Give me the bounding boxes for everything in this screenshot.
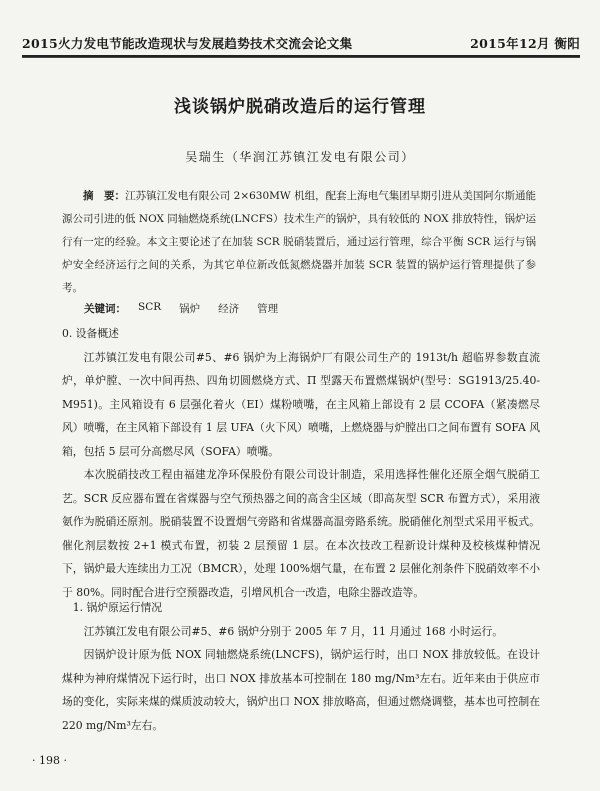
paper-title: 浅谈锅炉脱硝改造后的运行管理 bbox=[174, 97, 426, 117]
header-rule bbox=[22, 57, 580, 58]
header-date-place: 2015年12月 衡阳 bbox=[470, 36, 580, 51]
body-paragraph: 江苏镇江发电有限公司#5、#6 锅炉分别于 2005 年 7 月，11 月通过 168 小时运行。 bbox=[83, 624, 504, 638]
section-equipment-overview bbox=[62, 322, 540, 604]
body-paragraph: 本次脱硝技改工程由福建龙净环保股份有限公司设计制造，采用选择性催化还原全烟气脱硝工艺。SCR 反应器布置在省煤器与空气预热器之间的高含尘区域（即高灰型 SCR 布置方式），采用液氨作为脱硝还原剂。脱硝装置不设置烟气旁路和省煤器高温旁路系统。脱硝催化剂型式采用平板式。催化剂层数按 2+1 模式布置，初装 2 层预留 1 层。在本次技改工程新设计煤种及校核煤种情况下，锅炉最大连续出力工况（BMCR），处理 100%烟气量，在布置 2 层催化剂条件下脱硝效率不小于 80%。同时配合进行空预器改造，引增风机合一改造，电除尘器改造等。 bbox=[62, 468, 540, 599]
keyword: 管理 bbox=[257, 303, 279, 315]
header-proceedings-title: 2015火力发电节能改造现状与发展趋势技术交流会论文集 bbox=[22, 36, 353, 51]
page-number: · 198 · bbox=[32, 754, 67, 767]
keyword: 锅炉 bbox=[179, 303, 201, 315]
section-heading: 1. 锅炉原运行情况 bbox=[72, 601, 163, 614]
section-heading: 0. 设备概述 bbox=[62, 327, 119, 340]
abstract-label: 摘 要： bbox=[83, 190, 126, 202]
keyword: SCR bbox=[138, 301, 162, 313]
body-paragraph: 因锅炉设计原为低 NOX 同轴燃烧系统(LNCFS)，锅炉运行时，出口 NOX 排放较低。在设计煤种为神府煤情况下运行时，出口 NOX 排放基本可控制在 180 mg/Nm³左右。近年来由于供应市场的变化，实际来煤的煤质波动较大，锅炉出口 NOX 排放略高，但通过燃烧调整，基本也可控制在 220 mg/Nm³左右。 bbox=[62, 648, 540, 732]
section-original-operation bbox=[62, 596, 540, 737]
body-paragraph: 江苏镇江发电有限公司#5、#6 锅炉为上海锅炉厂有限公司生产的 1913t/h 超临界参数直流炉，单炉膛、一次中间再热、四角切圆燃烧方式、Π 型露天布置燃煤锅炉(型号：SG1913/25.40-M951)。主风箱设有 6 层强化着火（EI）煤粉喷嘴，在主风箱上部设有 2 层 CCOFA（紧凑燃尽风）喷嘴，在主风箱下部设有 1 层 UFA（火下风）喷嘴，上燃烧器与炉膛出口之间布置有 SOFA 风箱，包括 5 层可分高燃尽风（SOFA）喷嘴。 bbox=[62, 350, 540, 458]
paper-author: 吴瑞生（华润江苏镇江发电有限公司） bbox=[185, 150, 415, 164]
keywords-label: 关键词： bbox=[84, 303, 126, 315]
keyword: 经济 bbox=[218, 303, 240, 315]
keywords bbox=[84, 301, 284, 316]
running-header bbox=[22, 34, 580, 57]
abstract bbox=[62, 185, 536, 300]
abstract-text: 江苏镇江发电有限公司 2×630MW 机组，配套上海电气集团早期引进从美国阿尔斯通能源公司引进的低 NOX 同轴燃烧系统(LNCFS）技术生产的锅炉，具有较低的 NOX 排放特性，锅炉运行有一定的经验。本文主要论述了在加装 SCR 脱硝装置后，通过运行管理，综合平衡 SCR 运行与锅炉安全经济运行之间的关系，为其它单位新改低氮燃烧器并加装 SCR 装置的锅炉运行管理提供了参考。 bbox=[62, 190, 537, 294]
